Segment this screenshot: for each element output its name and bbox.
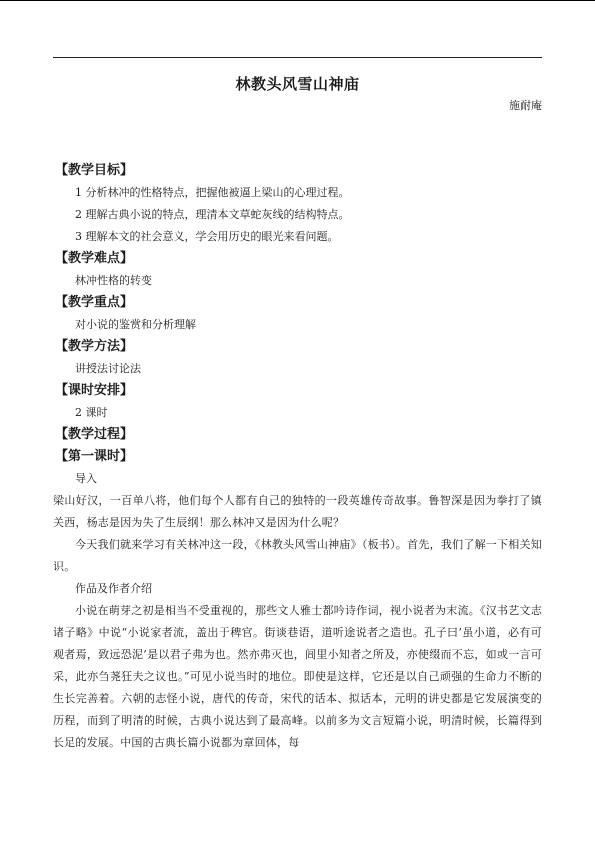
lesson-intro-paragraph: 今天我们就来学习有关林冲这一段，《林教头风雪山神庙》（板书）。首先，我们了解一下相关知识。 <box>53 538 542 573</box>
heading-first-lesson: 【第一课时】 <box>55 449 134 464</box>
goal-item-2: 2 理解古典小说的特点，理清本文草蛇灰线的结构特点。 <box>75 208 350 221</box>
header-rule <box>53 57 542 58</box>
heading-teaching-focus: 【教学重点】 <box>55 295 134 310</box>
intro-paragraph: 梁山好汉，一百单八将，他们每个人都有自己的独特的一段英雄传奇故事。鲁智深是因为拳打了镇关西，杨志是因为失了生辰纲！那么林冲又是因为什么呢？ <box>53 494 542 529</box>
heading-teaching-difficulty: 【教学难点】 <box>55 251 134 266</box>
heading-schedule: 【课时安排】 <box>55 383 134 398</box>
goal-item-1: 1 分析林冲的性格特点，把握他被逼上梁山的心理过程。 <box>75 186 350 199</box>
method-text: 讲授法讨论法 <box>75 362 141 375</box>
goal-item-3: 3 理解本文的社会意义，学会用历史的眼光来看问题。 <box>75 230 339 243</box>
focus-text: 对小说的鉴赏和分析理解 <box>75 318 196 331</box>
schedule-text: 2 课时 <box>75 406 108 419</box>
heading-teaching-process: 【教学过程】 <box>55 427 134 442</box>
novel-history-paragraph: 小说在萌芽之初是相当不受重视的，那些文人雅士都吟诗作词，视小说者为末流。《汉书艺文志诸子略》中说“小说家者流，盖出于稗官。街谈巷语，道听途说者之造也。孔子曰’虽小道，必有可观者焉，致远恐泥’是以君子弗为也。然亦弗灭也，闾里小知者之所及，亦使缀而不忘，如或一言可采，此亦刍荛狂夫之议也。”可见小说当时的地位。即使是这样，它还是以自己顽强的生命力不断的生长完善着。六朝的志怪小说，唐代的传奇，宋代的话本、拟话本，元明的讲史都是它发展演变的历程，而到了明清的时候，古典小说达到了最高峰。以前多为文言短篇小说，明清时候，长篇得到长足的发展。中国的古典长篇小说都为章回体，每 <box>53 604 542 749</box>
difficulty-text: 林冲性格的转变 <box>75 274 152 287</box>
document-body <box>53 160 542 754</box>
top-border-line <box>0 0 595 1</box>
heading-teaching-method: 【教学方法】 <box>55 339 134 354</box>
heading-teaching-goals: 【教学目标】 <box>55 163 134 178</box>
intro-label: 导入 <box>75 472 97 485</box>
document-author: 施耐庵 <box>509 99 542 112</box>
works-author-label: 作品及作者介绍 <box>75 582 152 595</box>
document-title: 林教头风雪山神庙 <box>235 75 360 93</box>
